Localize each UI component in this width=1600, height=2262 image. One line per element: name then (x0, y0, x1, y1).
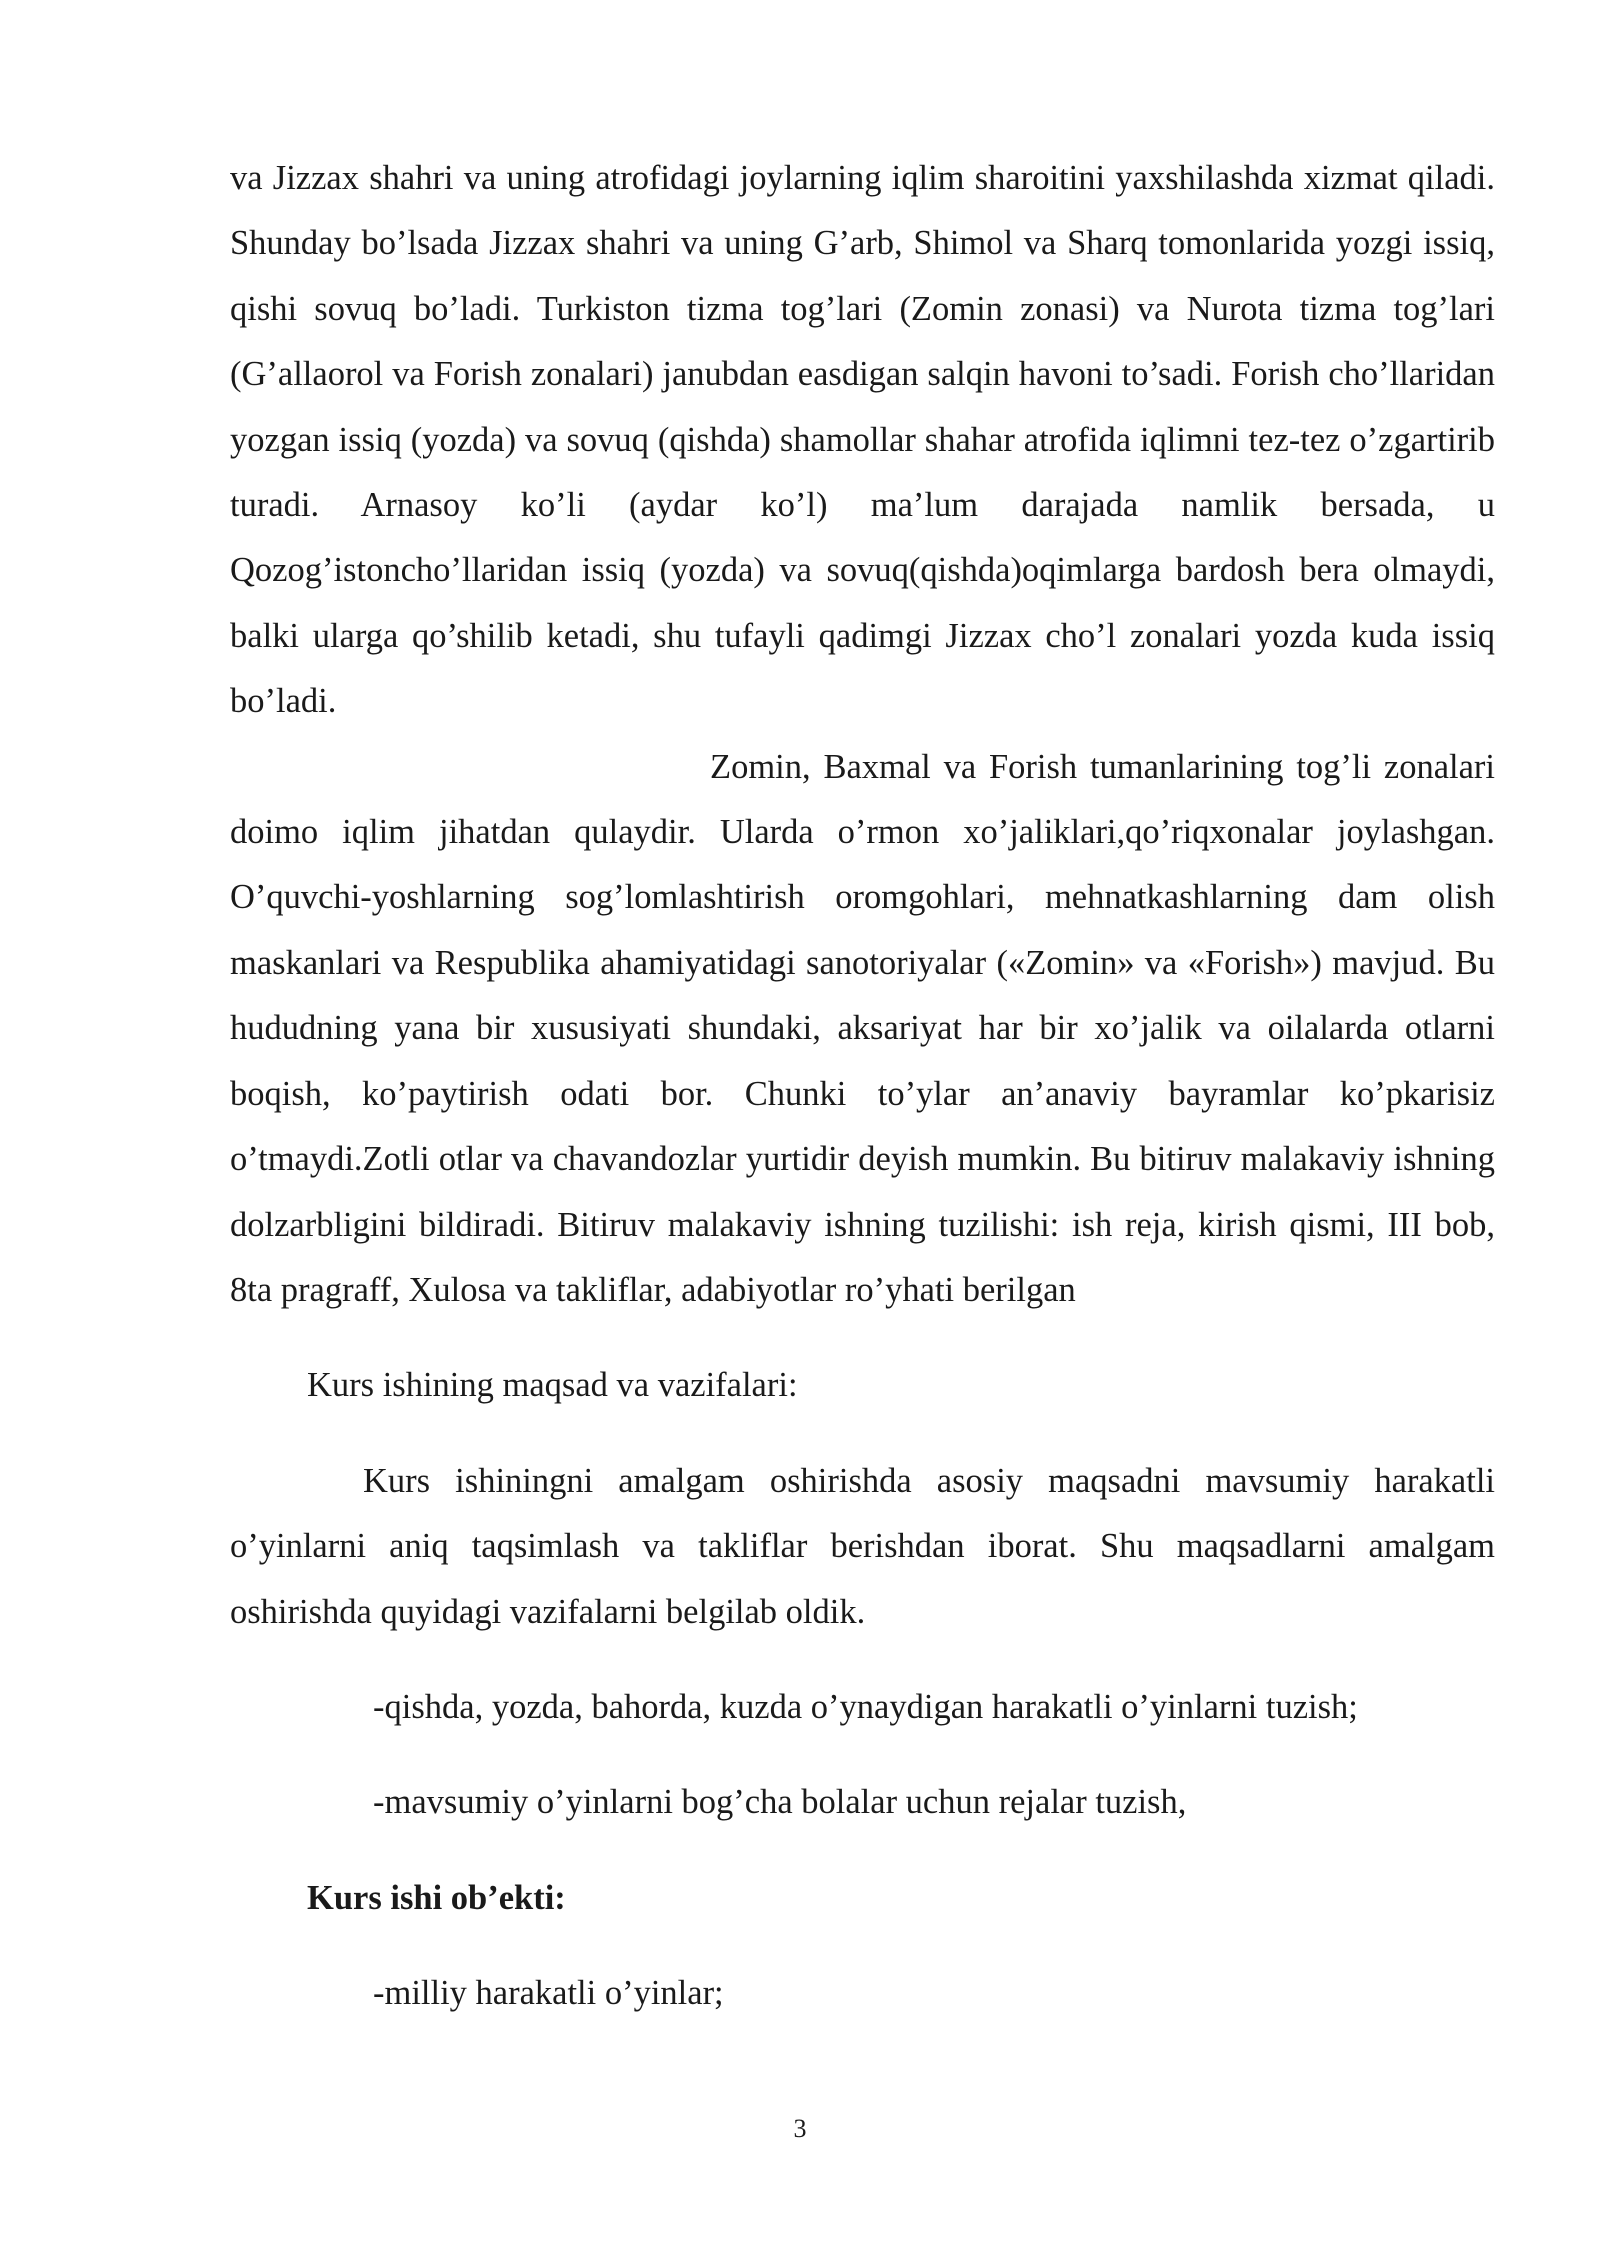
body-paragraph-2: Zomin, Baxmal va Forish tumanlarining tog’li zonalari doimo iqlim jihatdan qulaydir. Ularda o’rmon xo’jaliklari,qo’riqxonalar joylashgan. O’quvchi-yoshlarning sog’lomlashtirish oromgohlari, mehnatkashlarning dam olish maskanlari va Respublika ahamiyatidagi sanotoriyalar («Zomin» va «Forish») mavjud. Bu hududning yana bir xususiyati shundaki, aksariyat har bir xo’jalik va oilalarda otlarni boqish, ko’paytirish odati bor. Chunki to’ylar an’anaviy bayramlar ko’pkarisiz o’tmaydi.Zotli otlar va chavandozlar yurtidir deyish mumkin. Bu bitiruv malakaviy ishning dolzarbligini bildiradi. Bitiruv malakaviy ishning tuzilishi: ish reja, kirish qismi, III bob, 8ta pragraff, Xulosa va takliflar, adabiyotlar ro’yhati berilgan (230, 747, 1495, 1309)
page-number: 3 (793, 2114, 807, 2143)
spacer (230, 1740, 1495, 1770)
spacer (230, 1931, 1495, 1961)
spacer (230, 1419, 1495, 1449)
goals-paragraph: Kurs ishiningni amalgam oshirishda asosiy maqsadni mavsumiy harakatli o’yinlarni aniq taqsimlash va takliflar berishdan iborat. Shu maqsadlarni amalgam oshirishda quyidagi vazifalarni belgilab oldik. (230, 1461, 1495, 1631)
task-item-1: -qishda, yozda, bahorda, kuzda o’ynaydigan harakatli o’yinlarni tuzish; (373, 1687, 1358, 1726)
spacer (230, 1836, 1495, 1866)
goals-heading: Kurs ishining maqsad va vazifalari: (307, 1366, 798, 1405)
task-item-2: -mavsumiy o’yinlarni bog’cha bolalar uchun rejalar tuzish, (373, 1783, 1187, 1822)
object-item-1: -milliy harakatli o’yinlar; (373, 1974, 724, 2013)
body-paragraph-1: va Jizzax shahri va uning atrofidagi joylarning iqlim sharoitini yaxshilashda xizmat qiladi. Shunday bo’lsada Jizzax shahri va uning G’arb, Shimol va Sharq tomonlarida yozgi issiq, qishi sovuq bo’ladi. Turkiston tizma tog’lari (Zomin zonasi) va Nurota tizma tog’lari (G’allaorol va Forish zonalari) janubdan easdigan salqin havoni to’sadi. Forish cho’llaridan yozgan issiq (yozda) va sovuq (qishda) shamollar shahar atrofida iqlimni tez-tez o’zgartirib turadi. Arnasoy ko’li (aydar ko’l) ma’lum darajada namlik bersada, u Qozog’istoncho’llaridan issiq (yozda) va sovuq(qishda)oqimlarga bardosh bera olmaydi, balki ularga qo’shilib ketadi, shu tufayli qadimgi Jizzax cho’l zonalari yozda kuda issiq bo’ladi. (230, 159, 1495, 721)
spacer (230, 1323, 1495, 1353)
document-page (230, 146, 1495, 2027)
object-heading: Kurs ishi ob’ekti: (307, 1878, 566, 1917)
spacer (230, 1645, 1495, 1675)
